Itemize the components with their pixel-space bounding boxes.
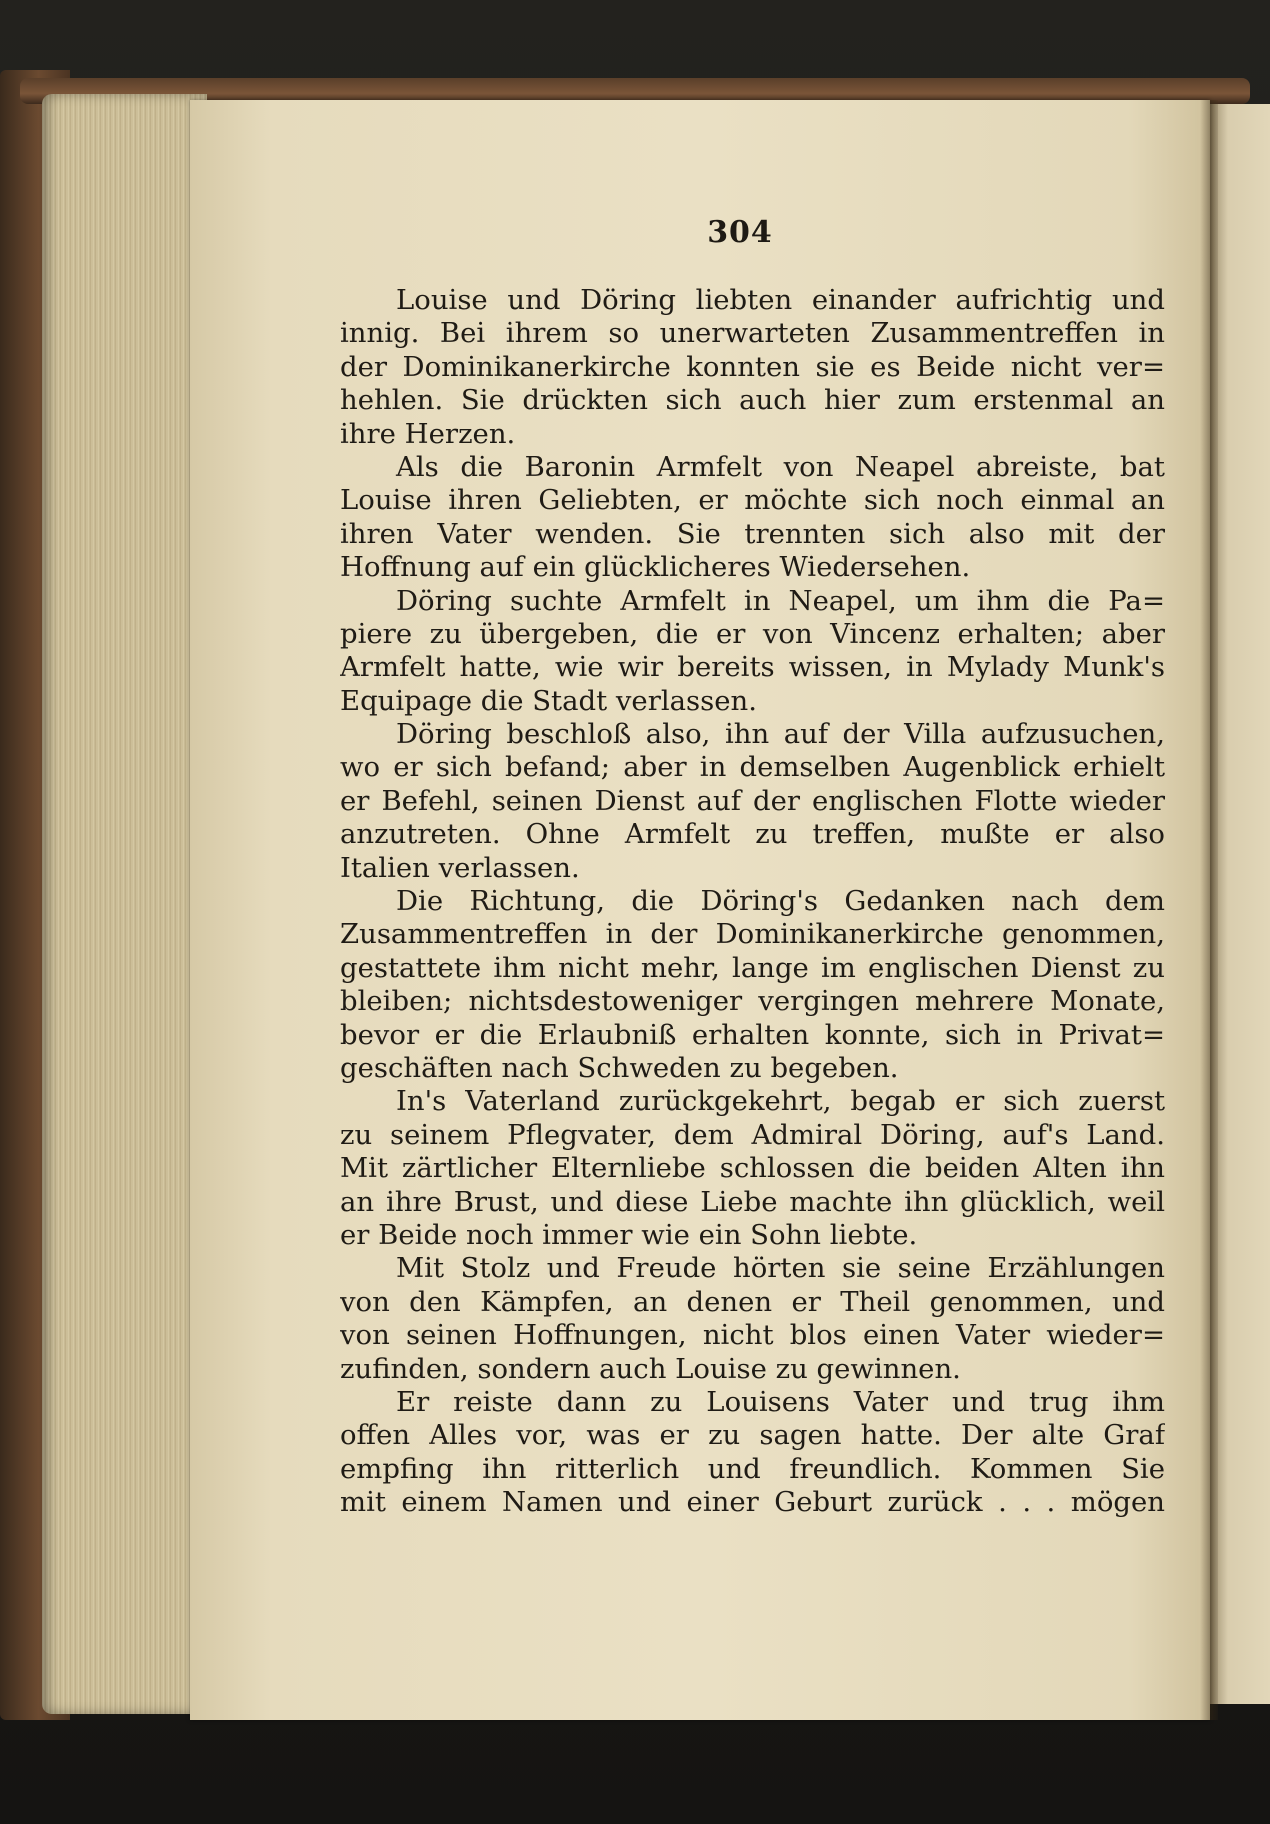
text-line: an ihre Brust, und diese Liebe machte ihn glücklich, weil: [340, 1185, 1165, 1218]
text-line: ihren Vater wenden. Sie trennten sich also mit der: [340, 517, 1165, 550]
page-number: 304: [707, 215, 773, 250]
facing-page: [1210, 104, 1270, 1704]
text-line: Er reiste dann zu Louisens Vater und trug ihm: [396, 1385, 1165, 1418]
text-line: ihre Herzen.: [340, 417, 516, 450]
text-line: Döring beschloß also, ihn auf der Villa aufzusuchen,: [396, 718, 1165, 751]
text-line: von seinen Hoffnungen, nicht blos einen Vater wieder=: [340, 1319, 1165, 1352]
text-line: Als die Baronin Armfelt von Neapel abreiste, bat: [396, 450, 1165, 483]
text-line: innig. Bei ihrem so unerwarteten Zusammentreffen in: [340, 317, 1165, 350]
text-line: Mit zärtlicher Elternliebe schlossen die beiden Alten ihn: [340, 1152, 1165, 1185]
text-line: piere zu übergeben, die er von Vincenz erhalten; aber: [340, 617, 1165, 650]
page-edges: [42, 94, 207, 1714]
text-line: Döring suchte Armfelt in Neapel, um ihm die Pa=: [396, 584, 1165, 617]
text-line: In's Vaterland zurückgekehrt, begab er sich zuerst: [396, 1085, 1165, 1118]
text-line: Louise und Döring liebten einander aufrichtig und: [396, 284, 1165, 316]
text-line: Mit Stolz und Freude hörten sie seine Erzählungen: [396, 1252, 1165, 1285]
body-text: [340, 284, 1165, 1519]
text-line: zu seinem Pflegvater, dem Admiral Döring, auf's Land.: [340, 1118, 1165, 1151]
text-line: anzutreten. Ohne Armfelt zu treffen, mußte er also: [340, 818, 1165, 851]
text-line: empfing ihn ritterlich und freundlich. Kommen Sie: [340, 1452, 1165, 1485]
text-line: hehlen. Sie drückten sich auch hier zum erstenmal an: [340, 384, 1165, 417]
text-line: bleiben; nichtsdestoweniger vergingen mehrere Monate,: [340, 985, 1165, 1018]
text-line: Zusammentreffen in der Dominikanerkirche genommen,: [340, 918, 1165, 951]
text-line: von den Kämpfen, an denen er Theil genommen, und: [340, 1285, 1165, 1318]
page-gutter: [1200, 100, 1218, 1720]
text-line: mit einem Namen und einer Geburt zurück . . . mögen: [340, 1486, 1165, 1519]
text-line: Italien verlassen.: [340, 851, 580, 884]
text-line: er Beide noch immer wie ein Sohn liebte.: [340, 1218, 918, 1251]
text-line: Armfelt hatte, wie wir bereits wissen, in Mylady Munk's: [340, 651, 1165, 684]
text-line: bevor er die Erlaubniß erhalten konnte, sich in Privat=: [340, 1018, 1165, 1051]
text-line: offen Alles vor, was er zu sagen hatte. Der alte Graf: [340, 1419, 1165, 1452]
text-line: Louise ihren Geliebten, er möchte sich noch einmal an: [340, 484, 1165, 517]
text-line: geschäften nach Schweden zu begeben.: [340, 1051, 899, 1084]
text-line: zufinden, sondern auch Louise zu gewinnen.: [340, 1352, 961, 1385]
text-line: Hoffnung auf ein glücklicheres Wiedersehen.: [340, 551, 971, 584]
text-line: er Befehl, seinen Dienst auf der englischen Flotte wieder: [340, 784, 1165, 817]
text-line: gestattete ihm nicht mehr, lange im englischen Dienst zu: [340, 951, 1165, 984]
text-line: Equipage die Stadt verlassen.: [340, 684, 757, 717]
text-line: Die Richtung, die Döring's Gedanken nach dem: [396, 885, 1165, 918]
text-line: der Dominikanerkirche konnten sie es Beide nicht ver=: [340, 350, 1165, 383]
text-line: wo er sich befand; aber in demselben Augenblick erhielt: [340, 751, 1165, 784]
